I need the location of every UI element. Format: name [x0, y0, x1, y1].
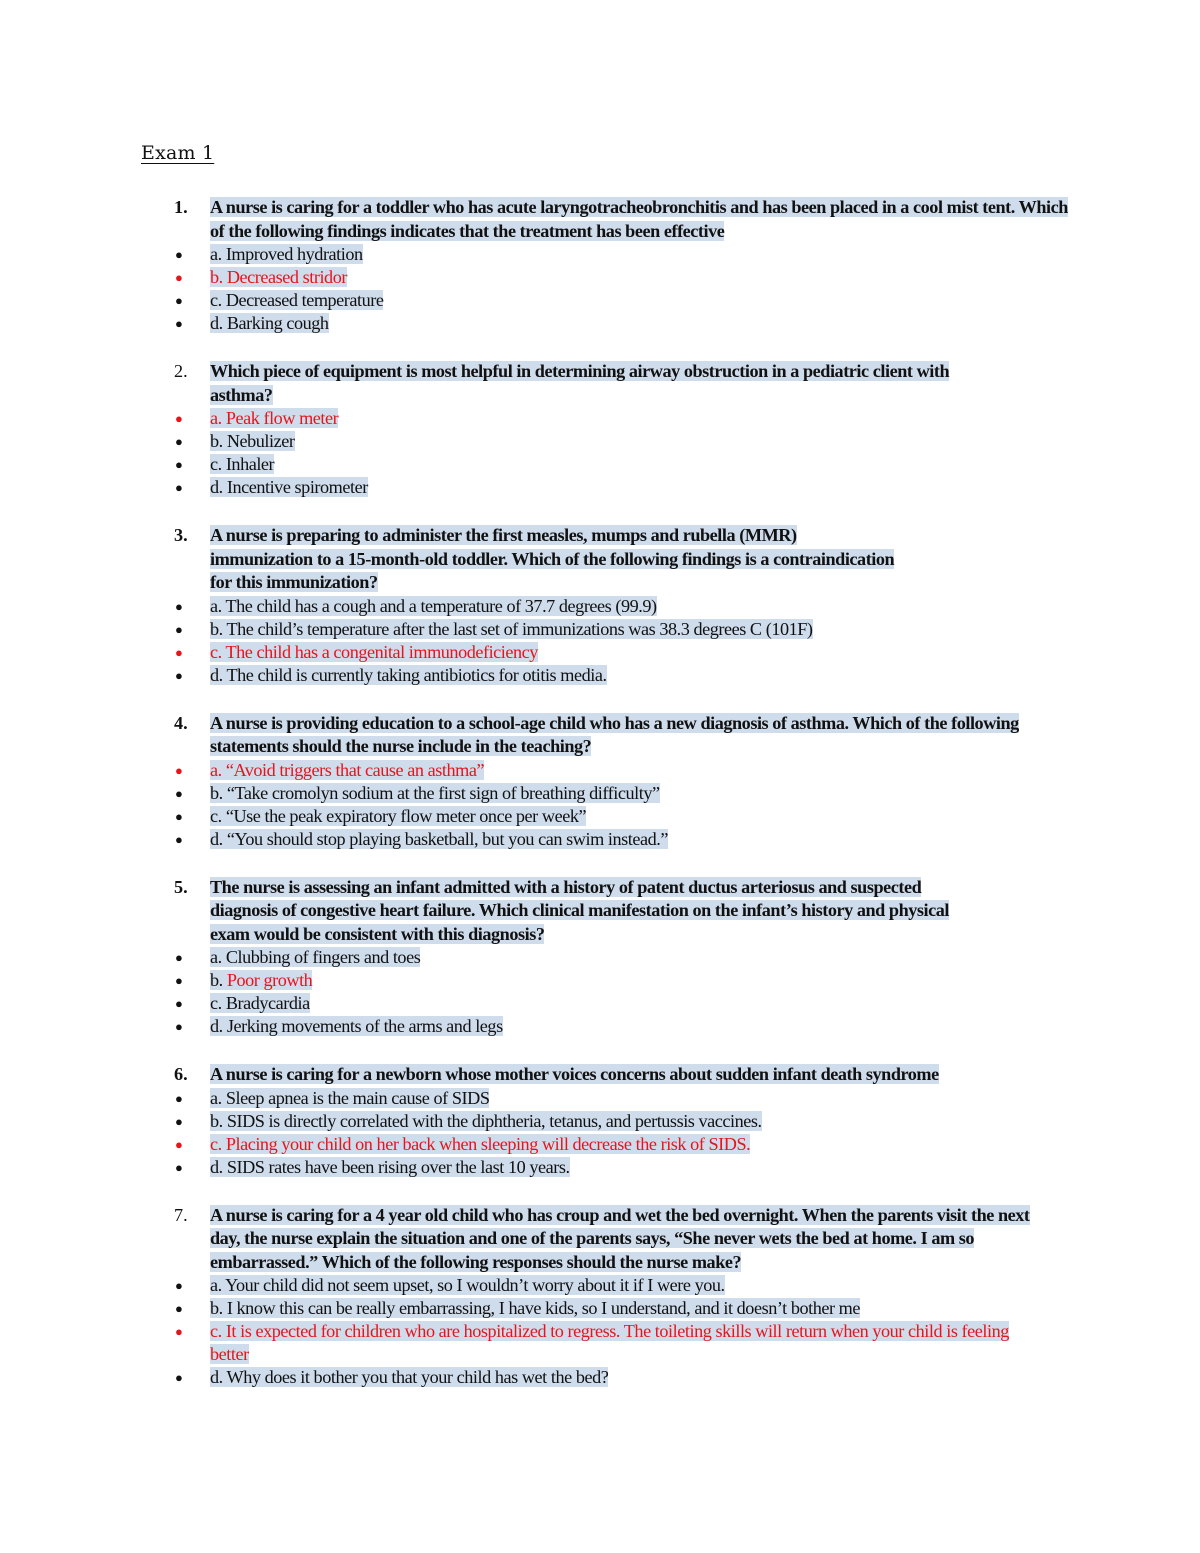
option-text: d. Why does it bother you that your child has wet the bed?: [210, 1367, 609, 1387]
bullet-icon: ●: [175, 480, 183, 495]
question-number: 1.: [174, 197, 188, 217]
option-a-correct: [175, 759, 1200, 782]
option-b: [175, 782, 1200, 805]
question-text: A nurse is caring for a toddler who has acute laryngotracheobronchitis and has been placed in a cool mist tent. Which of the following findings indicates that the treatment has been effective: [210, 197, 1068, 241]
option-b-correct: [175, 969, 1200, 992]
option-list: [0, 595, 1200, 687]
bullet-icon: ●: [175, 1136, 183, 1152]
page-title: Exam 1: [141, 142, 215, 164]
option-text: c. Bradycardia: [210, 993, 310, 1013]
bullet-icon: ●: [175, 667, 183, 683]
question-4: [0, 712, 1200, 851]
question-7: [0, 1204, 1200, 1390]
option-text: a. Sleep apnea is the main cause of SIDS: [210, 1087, 490, 1108]
bullet-icon: ●: [175, 247, 183, 262]
option-a: [175, 946, 1200, 969]
option-text: c. It is expected for children who are hospitalized to regress. The toileting skills will return when your child is feeling better: [210, 1321, 1009, 1364]
option-b: [175, 618, 1200, 641]
bullet-icon: ●: [175, 950, 183, 965]
bullet-icon: ●: [175, 621, 183, 637]
option-d: [175, 1156, 1200, 1179]
option-list: [0, 759, 1200, 851]
option-a: [175, 1274, 1200, 1297]
option-d: [175, 1366, 1200, 1389]
option-c: [175, 289, 1200, 312]
question-stem: [174, 1063, 1090, 1087]
option-text: Poor growth: [226, 970, 313, 990]
option-c-correct: [175, 1133, 1200, 1156]
bullet-icon: ●: [175, 457, 183, 472]
question-text: A nurse is caring for a newborn whose mother voices concerns about sudden infant death syndrome: [210, 1064, 939, 1084]
option-c: [175, 992, 1200, 1015]
option-c-correct: [175, 641, 1200, 664]
bullet-icon: ●: [175, 973, 183, 988]
option-a-correct: [175, 407, 1200, 430]
bullet-icon: ●: [175, 316, 183, 331]
option-b: [175, 1110, 1200, 1133]
bullet-icon: ●: [175, 1324, 183, 1339]
question-6: [0, 1063, 1200, 1179]
option-text: d. “You should stop playing basketball, but you can swim instead.”: [210, 828, 668, 849]
question-text: The nurse is assessing an infant admitted with a history of patent ductus arteriosus and suspected diagnosis of congestive heart failure. Which clinical manifestation on the infant’s history and physical exam would be consistent with this diagnosis?: [210, 876, 950, 944]
option-list: [0, 243, 1200, 335]
option-list: [0, 407, 1200, 499]
bullet-icon: ●: [175, 762, 183, 778]
bullet-icon: ●: [175, 1159, 183, 1175]
option-text: a. Clubbing of fingers and toes: [210, 947, 421, 967]
option-d: [175, 664, 1200, 687]
option-b: [175, 1297, 1200, 1320]
bullet-icon: ●: [175, 1370, 183, 1385]
bullet-icon: ●: [175, 808, 183, 824]
option-d: [175, 1015, 1200, 1038]
question-text: A nurse is preparing to administer the first measles, mumps and rubella (MMR) immunization to a 15-month-old toddler. Which of the following findings is a contraindication for this immunization?: [210, 525, 895, 592]
question-number: 4.: [174, 712, 188, 733]
bullet-icon: ●: [175, 293, 183, 308]
question-3: [0, 524, 1200, 687]
option-d: [175, 476, 1200, 499]
question-text: Which piece of equipment is most helpful in determining airway obstruction in a pediatric client with asthma?: [210, 361, 950, 405]
question-number: 6.: [174, 1064, 188, 1084]
option-text: b. I know this can be really embarrassing, I have kids, so I understand, and it doesn’t bother me: [210, 1298, 860, 1318]
question-number: 3.: [174, 525, 188, 545]
option-text: c. “Use the peak expiratory flow meter once per week”: [210, 805, 587, 826]
option-text: c. Inhaler: [210, 454, 275, 474]
bullet-icon: ●: [175, 785, 183, 801]
question-number: 5.: [174, 876, 188, 897]
option-b-correct: [175, 266, 1200, 289]
question-stem: [174, 876, 990, 947]
option-text: d. Jerking movements of the arms and legs: [210, 1016, 503, 1036]
option-text: b. The child’s temperature after the last set of immunizations was 38.3 degrees C (101F): [210, 618, 813, 639]
option-text: a. Your child did not seem upset, so I wouldn’t worry about it if I were you.: [210, 1275, 725, 1295]
bullet-icon: ●: [175, 270, 183, 285]
option-text: d. The child is currently taking antibiotics for otitis media.: [210, 664, 607, 685]
option-a: [175, 1087, 1200, 1110]
option-list: [0, 1087, 1200, 1179]
bullet-icon: ●: [175, 1301, 183, 1316]
bullet-icon: ●: [175, 411, 183, 426]
option-c-correct: [175, 1320, 1030, 1366]
question-number: 2.: [174, 361, 188, 381]
option-text: b. Decreased stridor: [210, 267, 347, 287]
option-c: [175, 453, 1200, 476]
option-text: a. “Avoid triggers that cause an asthma”: [210, 759, 485, 780]
option-text: a. Improved hydration: [210, 244, 363, 264]
option-text: c. Placing your child on her back when sleeping will decrease the risk of SIDS.: [210, 1133, 751, 1154]
question-stem: [174, 1204, 1030, 1275]
option-text: b. “Take cromolyn sodium at the first sign of breathing difficulty”: [210, 782, 660, 803]
option-a: [175, 243, 1200, 266]
question-text: A nurse is caring for a 4 year old child who has croup and wet the bed overnight. When the parents visit the next day, the nurse explain the situation and one of the parents says, “She never wets the bed at home. I am so embarrassed.” Which of the following responses should the nurse make?: [210, 1204, 1030, 1272]
question-stem: [174, 712, 1050, 759]
question-stem: [174, 524, 900, 595]
question-number: 7.: [174, 1204, 188, 1225]
option-text: a. Peak flow meter: [210, 408, 339, 428]
option-text: d. Incentive spirometer: [210, 477, 368, 497]
option-b: [175, 430, 1200, 453]
question-text: A nurse is providing education to a school-age child who has a new diagnosis of asthma. Which of the following statements should the nurse include in the teaching?: [210, 712, 1019, 756]
bullet-icon: ●: [175, 831, 183, 847]
bullet-icon: ●: [175, 598, 183, 614]
option-list: [0, 946, 1200, 1038]
question-stem: [174, 196, 1070, 243]
option-text: d. Barking cough: [210, 313, 329, 333]
option-text: d. SIDS rates have been rising over the last 10 years.: [210, 1156, 570, 1177]
question-5: [0, 876, 1200, 1039]
bullet-icon: ●: [175, 644, 183, 660]
question-2: [0, 360, 1200, 499]
bullet-icon: ●: [175, 1113, 183, 1129]
option-list: [0, 1274, 1200, 1389]
bullet-icon: ●: [175, 434, 183, 449]
option-text: b. Nebulizer: [210, 431, 295, 451]
option-d: [175, 312, 1200, 335]
question-1: [0, 196, 1200, 335]
bullet-icon: ●: [175, 1090, 183, 1106]
bullet-icon: ●: [175, 1278, 183, 1293]
option-text: c. Decreased temperature: [210, 290, 384, 310]
question-stem: [174, 360, 980, 407]
option-d: [175, 828, 1200, 851]
option-a: [175, 595, 1200, 618]
option-c: [175, 805, 1200, 828]
option-text: c. The child has a congenital immunodeficiency: [210, 641, 538, 662]
bullet-icon: ●: [175, 996, 183, 1011]
option-text: b. SIDS is directly correlated with the diphtheria, tetanus, and pertussis vaccines.: [210, 1110, 762, 1131]
option-prefix: b.: [210, 970, 227, 990]
question-list: [0, 196, 1200, 1389]
option-text: a. The child has a cough and a temperature of 37.7 degrees (99.9): [210, 595, 657, 616]
bullet-icon: ●: [175, 1019, 183, 1034]
